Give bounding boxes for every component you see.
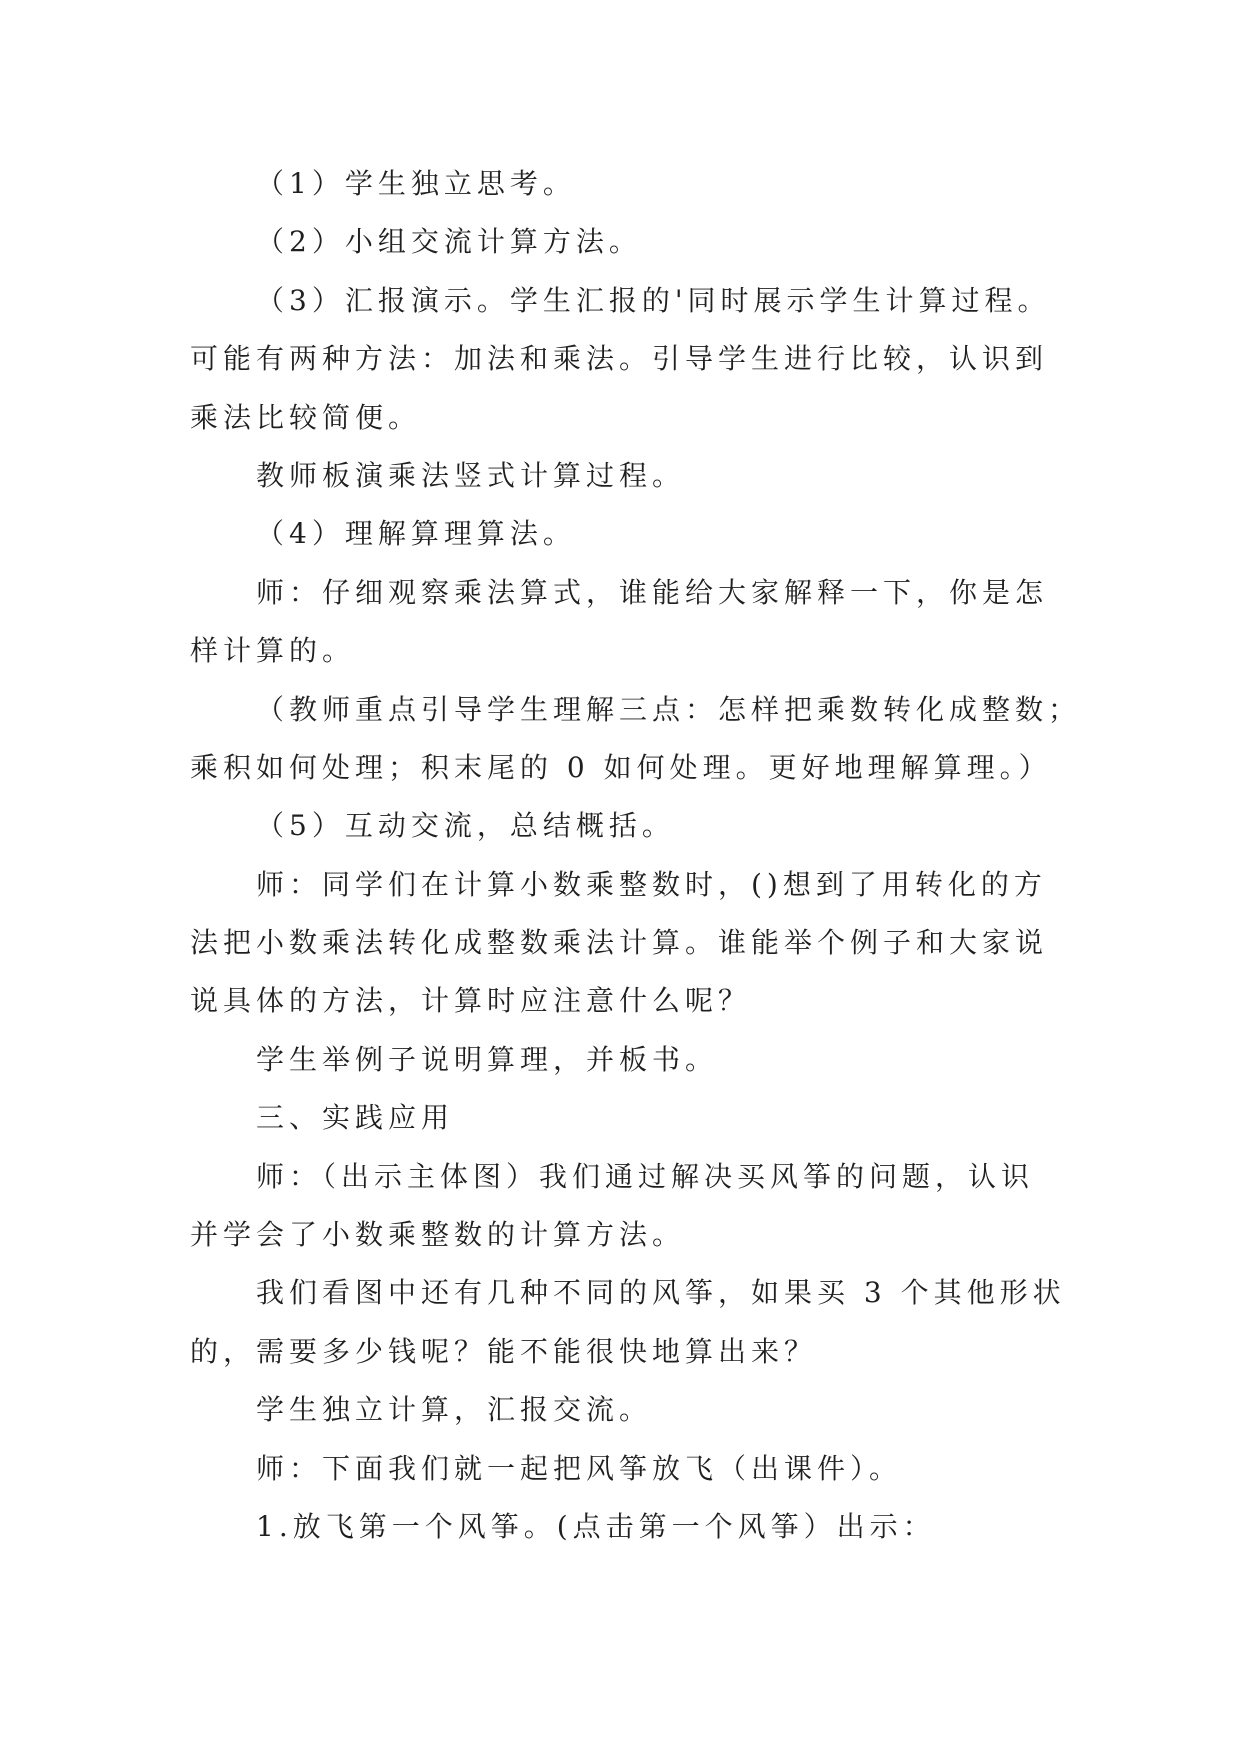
paragraph-teacher-summary (190, 856, 1090, 1031)
text-line: （2）小组交流计算方法。 (256, 225, 642, 259)
text-line: 说具体的方法，计算时应注意什么呢？ (190, 984, 752, 1018)
paragraph-step-1 (190, 155, 1090, 213)
text-line: （5）互动交流，总结概括。 (256, 809, 675, 843)
text-line: （4）理解算理算法。 (256, 517, 576, 551)
text-line: 法把小数乘法转化成整数乘法计算。谁能举个例子和大家说 (190, 926, 1049, 960)
text-line: （3）汇报演示。学生汇报的'同时展示学生计算过程。 (256, 283, 1051, 317)
text-line: 样计算的。 (190, 634, 356, 668)
paragraph-teacher-intro (190, 1148, 1090, 1265)
text-line: 的，需要多少钱呢？能不能很快地算出来？ (190, 1334, 818, 1368)
text-line: 我们看图中还有几种不同的风筝，如果买 3 个其他形状 (256, 1276, 1066, 1310)
text-line: （1）学生独立思考。 (256, 167, 576, 200)
text-line: 学生独立计算，汇报交流。 (256, 1393, 653, 1427)
paragraph-step-5 (190, 797, 1090, 855)
paragraph (190, 1031, 1090, 1089)
text-line: 学生举例子说明算理，并板书。 (256, 1042, 719, 1076)
section-heading (190, 1089, 1090, 1147)
text-line: 1.放飞第一个风筝。(点击第一个风筝）出示： (256, 1509, 936, 1543)
paragraph-numbered-item (190, 1498, 1090, 1556)
paragraph-step-4 (190, 505, 1090, 563)
text-line: （教师重点引导学生理解三点：怎样把乘数转化成整数； (256, 692, 1082, 726)
paragraph-step-2 (190, 213, 1090, 271)
text-line: 教师板演乘法竖式计算过程。 (256, 458, 686, 492)
paragraph-teacher-note (190, 681, 1090, 798)
text-line: 师：下面我们就一起把风筝放飞（出课件）。 (256, 1451, 903, 1485)
paragraph (190, 447, 1090, 505)
paragraph (190, 1264, 1090, 1381)
paragraph (190, 1440, 1090, 1498)
section-heading-text: 三、实践应用 (256, 1101, 455, 1135)
text-line: 可能有两种方法：加法和乘法。引导学生进行比较，认识到 (190, 342, 1049, 376)
text-line: 师：（出示主体图）我们通过解决买风筝的问题，认识 (256, 1159, 1035, 1193)
text-line: 乘积如何处理；积末尾的 0 如何处理。更好地理解算理。） (190, 750, 1052, 784)
paragraph (190, 1381, 1090, 1439)
document-body (190, 155, 1090, 1556)
paragraph-step-3 (190, 272, 1090, 447)
paragraph-teacher-question (190, 564, 1090, 681)
text-line: 师：同学们在计算小数乘整数时，()想到了用转化的方 (256, 867, 1047, 901)
text-line: 并学会了小数乘整数的计算方法。 (190, 1218, 686, 1252)
text-line: 乘法比较简便。 (190, 400, 422, 434)
text-line: 师：仔细观察乘法算式，谁能给大家解释一下，你是怎 (256, 575, 1049, 609)
